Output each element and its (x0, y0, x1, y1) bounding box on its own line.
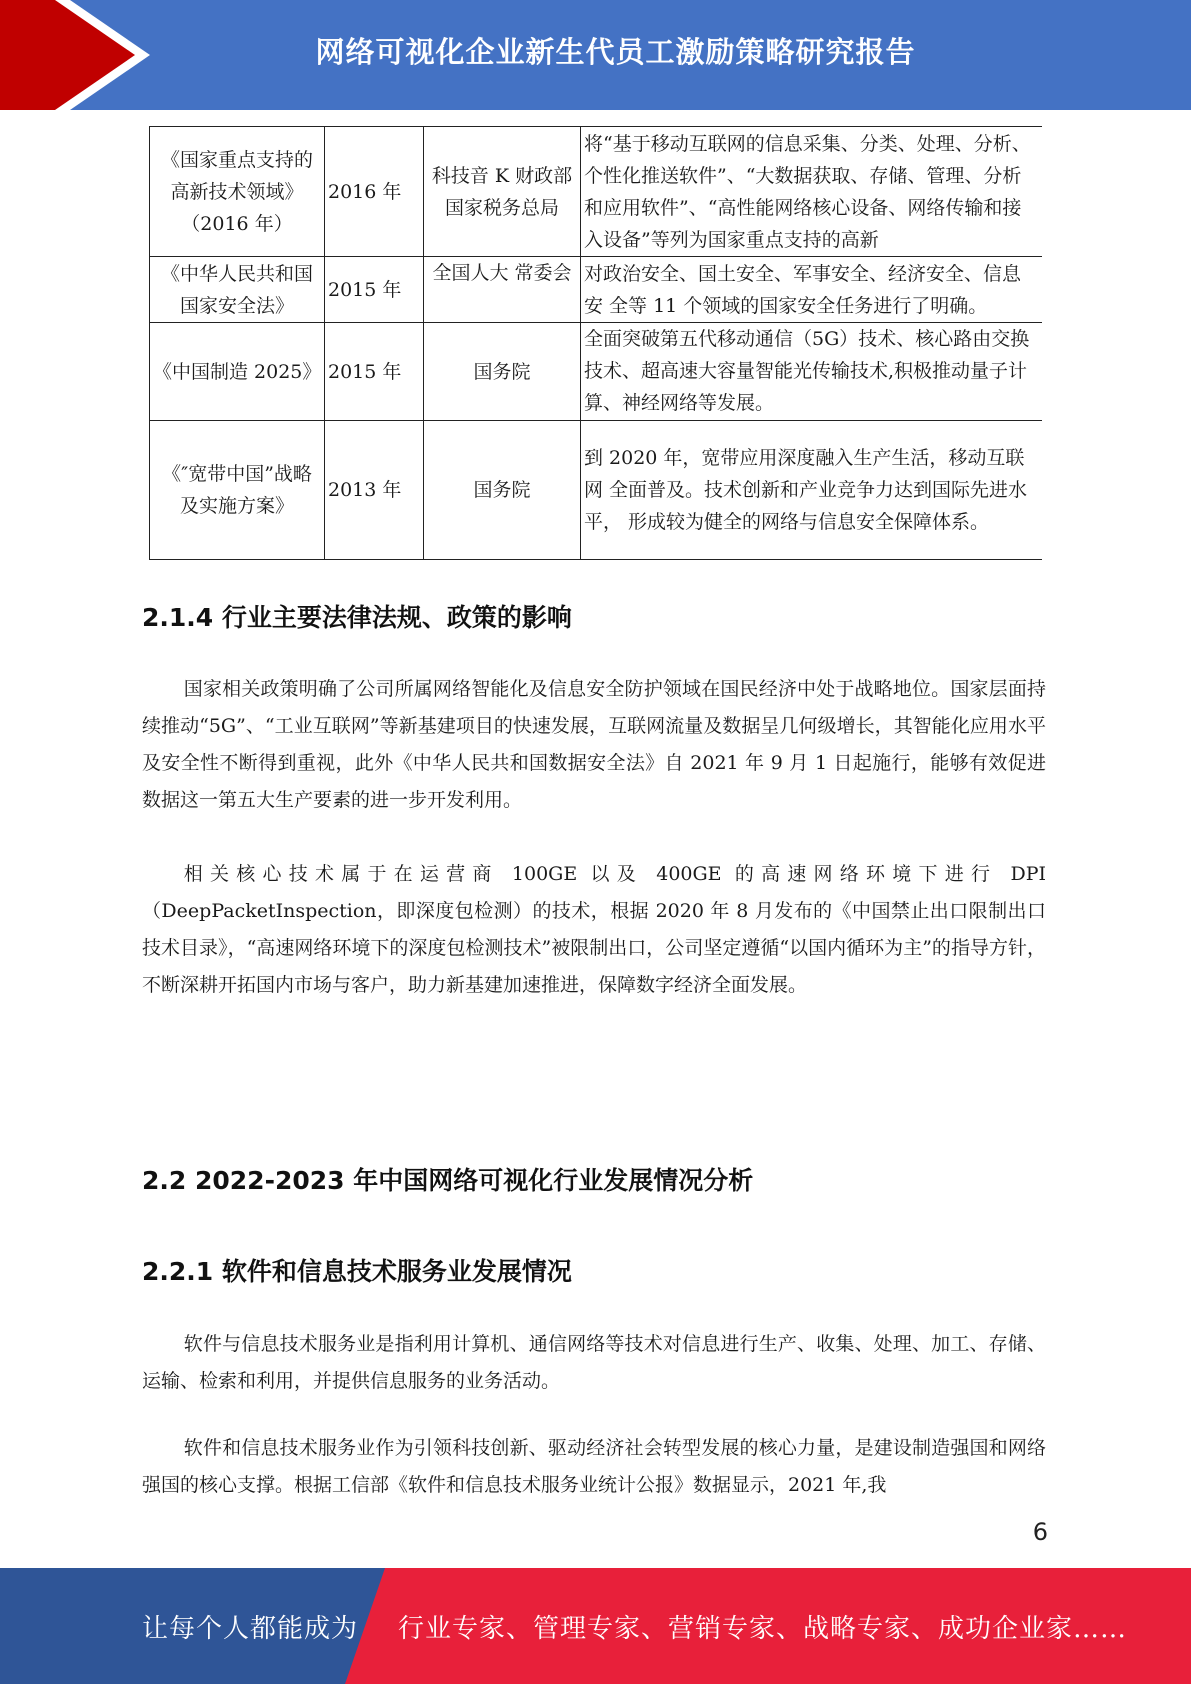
table-row (150, 257, 1043, 323)
policy-desc-text: 将“基于移动互联网的信息采集、分类、处理、分析、 个性化推送软件”、“大数据获取、存储、管理、分析 和应用软件”、“高性能网络核心设备、网络传输和接 入设备”等列为国家重点支持的高新 (584, 132, 1031, 251)
table-row (150, 323, 1043, 421)
section-2-2-1-paragraph-2: 软件和信息技术服务业作为引领科技创新、驱动经济社会转型发展的核心力量，是建设制造强国和网络强国的核心支撑。根据工信部《软件和信息技术服务业统计公报》数据显示，2021 年,我 (142, 1437, 1046, 1496)
policy-year-cell: 2016 年 (325, 127, 424, 257)
policy-dept-cell: 科技音 K 财政部 国家税务总局 (424, 127, 581, 257)
policy-desc-cell: 到 2020 年，宽带应用深度融入生产生活，移动互联网 全面普及。技术创新和产业竞争力达到国际先进水平， 形成较为健全的网络与信息安全保障体系。 (581, 421, 1043, 560)
policy-name-cell: 《″宽带中国”战略及实施方案》 (150, 421, 325, 560)
policy-dept-cell: 全国人大 常委会 (424, 257, 581, 323)
table-row (150, 421, 1043, 560)
policy-name-cell: 《中华人民共和国国家安全法》 (150, 257, 325, 323)
section-heading-2-2: 2.2 2022-2023 年中国网络可视化行业发展情况分析 (142, 1166, 754, 1195)
header-title: 网络可视化企业新生代员工激励策略研究报告 (315, 34, 916, 69)
policy-dept-cell: 国务院 (424, 421, 581, 560)
section-heading-2-1-4: 2.1.4 行业主要法律法规、政策的影响 (142, 603, 572, 632)
page-header (0, 0, 1191, 110)
page-footer (0, 1568, 1191, 1684)
policy-desc-cell: 全面突破第五代移动通信（5G）技术、核心路由交换 技术、超高速大容量智能光传输技术,积极推动量子计 算、神经网络等发展。 (581, 323, 1043, 421)
section-heading-2-2-1: 2.2.1 软件和信息技术服务业发展情况 (142, 1257, 572, 1286)
footer-slogan-left: 让每个人都能成为 (142, 1613, 359, 1644)
footer-slogan-right: 行业专家、管理专家、营销专家、战略专家、成功企业家…… (398, 1613, 1128, 1644)
policy-dept-cell: 国务院 (424, 323, 581, 421)
table-row (150, 127, 1043, 257)
policy-name-cell: 《中国制造 2025》 (150, 323, 325, 421)
policy-table (149, 126, 1042, 560)
section-2-1-4-paragraph-2: 相关核心技术属于在运营商 100GE 以及 400GE 的高速网络环境下进行 DPI（DeepPacketInspection，即深度包检测）的技术，根据 2020 年 8 月发布的《中国禁止出口限制出口技术目录》，“高速网络环境下的深度包检测技术”被限制出口，公司坚定遵循“以国内循环为主”的指导方针，不断深耕开拓国内市场与客户，助力新基建加速推进，保障数字经济全面发展。 (142, 863, 1046, 996)
section-2-2-1-paragraph-1: 软件与信息技术服务业是指利用计算机、通信网络等技术对信息进行生产、收集、处理、加工、存储、运输、检索和利用，并提供信息服务的业务活动。 (142, 1333, 1046, 1392)
policy-year-cell: 2015 年 (325, 323, 424, 421)
policy-year-cell: 2015 年 (325, 257, 424, 323)
policy-name-cell: 《国家重点支持的高新技术领域》（2016 年） (150, 127, 325, 257)
section-2-1-4-paragraph-1: 国家相关政策明确了公司所属网络智能化及信息安全防护领域在国民经济中处于战略地位。国家层面持续推动“5G”、“工业互联网”等新基建项目的快速发展，互联网流量及数据呈几何级增长，其智能化应用水平及安全性不断得到重视，此外《中华人民共和国数据安全法》自 2021 年 9 月 1 日起施行，能够有效促进数据这一第五大生产要素的进一步开发利用。 (142, 678, 1046, 811)
page-number: 6 (1032, 1518, 1048, 1546)
policy-desc-cell (581, 127, 1043, 257)
policy-year-cell: 2013 年 (325, 421, 424, 560)
policy-desc-cell: 对政治安全、国土安全、军事安全、经济安全、信息安 全等 11 个领域的国家安全任务进行了明确。 (581, 257, 1043, 323)
